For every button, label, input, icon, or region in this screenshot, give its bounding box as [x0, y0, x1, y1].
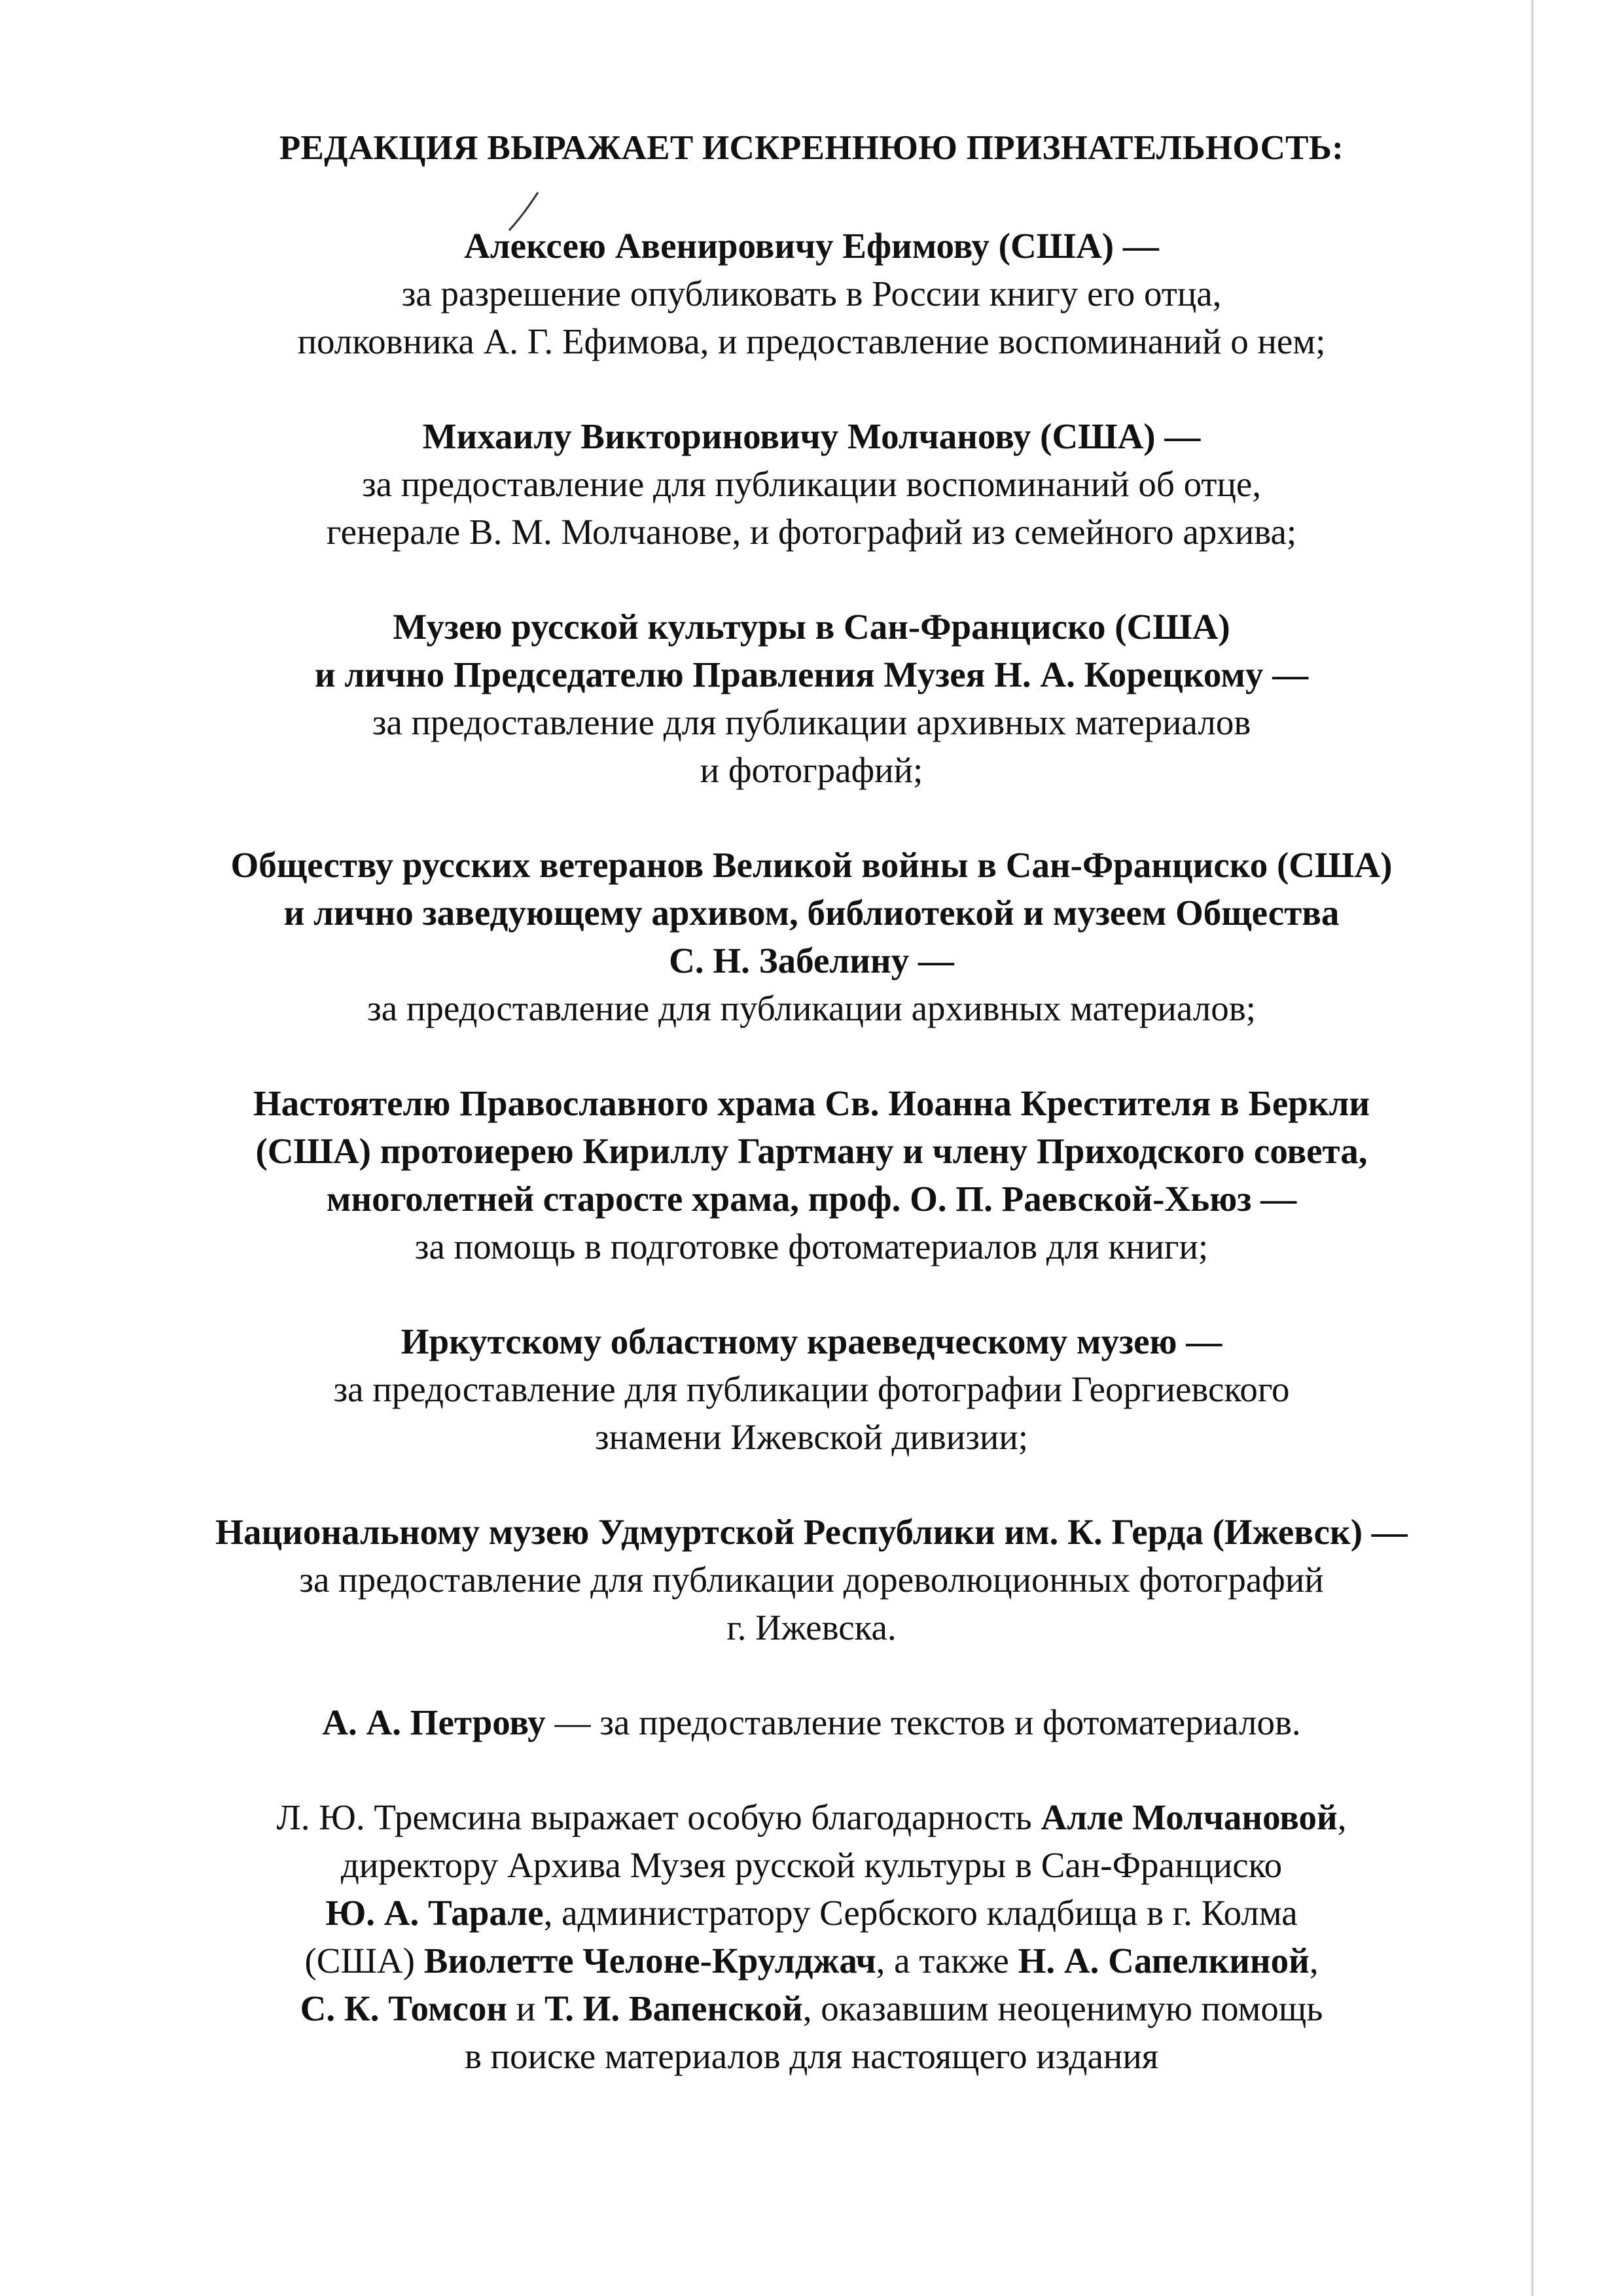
ack-text-line: г. Ижевска. — [726, 1607, 897, 1647]
ack-name: и лично Председателю Правления Музея Н. А. Корецкому — — [314, 654, 1309, 694]
ack-text: и — [507, 1988, 544, 2028]
ack-name: А. А. Петрову — [322, 1702, 546, 1742]
ack-name: С. К. Томсон — [300, 1988, 508, 2028]
page-heading: РЕДАКЦИЯ ВЫРАЖАЕТ ИСКРЕННЮЮ ПРИЗНАТЕЛЬНОСТЬ: — [279, 129, 1344, 167]
ack-text-line: за предоставление для публикации архивных материалов; — [367, 988, 1256, 1028]
ack-text-line: полковника А. Г. Ефимова, и предоставление воспоминаний о нем; — [297, 321, 1326, 361]
ack-block-petrov — [118, 1698, 1505, 1746]
ack-text-line: генерале В. М. Молчанове, и фотографий из семейного архива; — [326, 511, 1297, 552]
ack-block-church-berkeley — [118, 1079, 1505, 1270]
ack-line: директору Архива Музея русской культуры в Сан-Франциско — [340, 1844, 1283, 1885]
ack-text-line: за помощь в подготовке фотоматериалов для книги; — [414, 1226, 1209, 1266]
ack-name: многолетней старосте храма, проф. О. П. Раевской-Хьюз — — [326, 1178, 1297, 1219]
ack-text-line: за предоставление для публикации фотографии Георгиевского — [333, 1369, 1290, 1409]
ack-line — [118, 1889, 1505, 1937]
ack-text-line: за предоставление для публикации дореволюционных фотографий — [299, 1559, 1324, 1600]
ack-line: в поиске материалов для настоящего издания — [464, 2036, 1159, 2076]
ack-name: Алле Молчановой — [1041, 1797, 1338, 1837]
ack-block-museum-sf — [118, 603, 1505, 794]
ack-text: , а также — [876, 1940, 1018, 1981]
ack-name: Н. А. Сапелкиной — [1018, 1940, 1310, 1981]
ack-text: , администратору Сербского кладбища в г. Колма — [543, 1892, 1298, 1933]
page-edge-line — [1531, 0, 1533, 2296]
ack-name: Настоятелю Православного храма Св. Иоанна Крестителя в Беркли — [253, 1083, 1370, 1123]
ack-text: , оказавшим неоценимую помощь — [802, 1988, 1323, 2028]
ack-name: Ю. А. Тарале — [325, 1892, 544, 1933]
ack-text: — за предоставление текстов и фотоматериалов. — [545, 1702, 1301, 1742]
ack-line — [118, 1984, 1505, 2032]
ack-block-molchanov — [118, 412, 1505, 556]
acknowledgements-page — [118, 128, 1505, 2127]
ack-name: (США) протоиерею Кириллу Гартману и члену Приходского совета, — [255, 1130, 1368, 1171]
ack-name: Иркутскому областному краеведческому музею — — [401, 1321, 1222, 1361]
ack-text-line: за предоставление для публикации воспоминаний об отце, — [361, 463, 1262, 504]
ack-text: (США) — [304, 1940, 424, 1981]
ack-name: Михаилу Викториновичу Молчанову (США) — — [422, 416, 1201, 456]
ack-name: Алексею Авенировичу Ефимову (США) — — [464, 225, 1159, 266]
ack-text: , — [1337, 1797, 1347, 1837]
ack-name: Обществу русских ветеранов Великой войны в Сан-Франциско (США) — [230, 844, 1393, 885]
ack-line — [118, 1793, 1505, 1841]
ack-line — [118, 1937, 1505, 1984]
ack-line — [118, 1698, 1505, 1746]
ack-block-irkutsk-museum — [118, 1318, 1505, 1461]
ack-name: и лично заведующему архивом, библиотекой и музеем Общества — [283, 892, 1340, 933]
ack-name: Т. И. Вапенской — [544, 1988, 803, 2028]
ack-block-efimov — [118, 222, 1505, 365]
ack-text-line: и фотографий; — [700, 749, 923, 790]
ack-text-line: за разрешение опубликовать в России книгу его отца, — [401, 273, 1222, 314]
ack-text: , — [1309, 1940, 1319, 1981]
ack-block-veterans-society — [118, 841, 1505, 1032]
ack-name: С. Н. Забелину — — [669, 940, 954, 980]
ack-block-udmurt-museum — [118, 1508, 1505, 1651]
ack-text-line: знамени Ижевской дивизии; — [594, 1416, 1029, 1457]
ack-name: Виолетте Челоне-Крулджач — [423, 1940, 876, 1981]
ack-block-tremsina — [118, 1793, 1505, 2080]
ack-text: Л. Ю. Тремсина выражает особую благодарность — [276, 1797, 1041, 1837]
ack-name: Национальному музею Удмуртской Республики им. К. Герда (Ижевск) — — [215, 1511, 1408, 1552]
ack-name: Музею русской культуры в Сан-Франциско (США) — [393, 606, 1230, 647]
ack-text-line: за предоставление для публикации архивных материалов — [372, 702, 1251, 742]
